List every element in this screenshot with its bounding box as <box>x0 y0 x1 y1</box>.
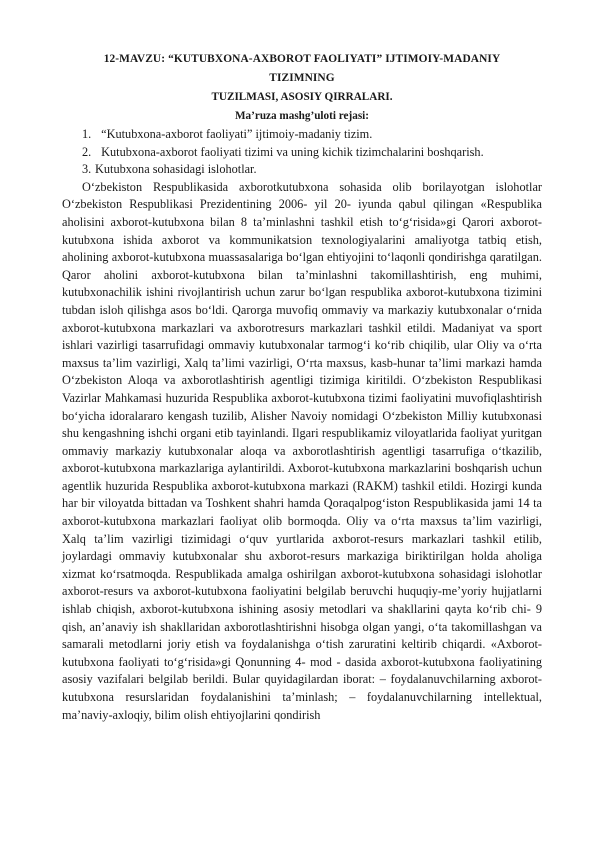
plan-item <box>62 126 542 144</box>
lecture-plan-list <box>62 126 542 179</box>
plan-item-text: “Kutubxona-axborot faoliyati” ijtimoiy-madaniy tizim. <box>101 127 373 141</box>
plan-item <box>62 161 542 179</box>
title-line-1: 12-MAVZU: “KUTUBXONA-AXBOROT FAOLIYATI” IJTIMOIY-MADANIY <box>103 53 501 65</box>
plan-label: Ma’ruza mashg’uloti rejasi: <box>234 110 370 122</box>
plan-item-text: Kutubxona-axborot faoliyati tizimi va uning kichik tizimchalarini boshqarish. <box>101 144 484 159</box>
title-line-2: TIZIMNING <box>269 72 335 84</box>
lecture-subtitle: TUZILMASI, ASOSIY QIRRALARI. <box>211 91 393 103</box>
plan-item-number: 3. <box>82 162 92 177</box>
plan-item-number: 2. <box>82 144 92 159</box>
lecture-title <box>62 50 542 88</box>
plan-item-text: Kutubxona sohasidagi islohotlar. <box>95 162 257 177</box>
plan-item <box>62 144 542 162</box>
body-paragraph: O‘zbekiston Respublikasida axborotkutubxona sohasida olib borilayotgan islohotlar O‘zbekiston Respublikasi Prezidentining 2006- yil 20- iyunda qabul qilingan «Respublika aholisini axborot-kutubxona bilan 8 ta’minlashni tashkil etish to‘g‘risida»gi Qarori axborot-kutubxona ishida axborot va kommunikatsion texnologiyalarini amaliyotga tatbiq etish, aholining axborot-kutubxona muassasalariga bo‘lgan ehtiyojini to‘laqonli qondirishga qaratilgan. Qaror aholini axborot-kutubxona bilan ta’minlashni takomillashtirish, eng muhimi, kutubxonachilik ishini rivojlantirish uchun zarur bo‘lgan respublika axborot-kutubxona tizimini tubdan isloh qilishga asos bo‘ldi. Qarorga muvofiq ommaviy va markaziy kutubxonalar o‘rnida axborot-kutubxona markazlari va axborotresurs markazlari tashkil etildi. Madaniyat va sport ishlari vazirligi tasarrufidagi ommaviy kutubxonalar tarmog‘i ko‘rib chiqilib, ular Oliy va o‘rta maxsus ta’lim vazirligi, Xalq ta’limi vazirligi, O‘rta maxsus, kasb-hunar ta’limi markazi hamda O‘zbekiston Aloqa va axborotlashtirish agentligi tizimiga kiritildi. O‘zbekiston Respublikasi Vazirlar Mahkamasi huzurida Respublika axborot-kutubxona tizimi faoliyatini muvofiqlashtirish bo‘yicha idoralararo kengash tuzilib, Alisher Navoiy nomidagi O‘zbekiston Milliy kutubxonasi shu kengashning ishchi organi etib tayinlandi. Ilgari respublikamiz viloyatlarida faoliyat yuritgan ommaviy markaziy kutubxonalar aloqa va axborotlashtirish agentligi tasarrufiga o‘tkazilib, axborot-kutubxona markazlariga aylantirildi. Axborot-kutubxona markazlarini boshqarish uchun agentlik huzurida Respublika axborot-kutubxona markazi (RAKM) tashkil etildi. Hozirgi kunda har bir viloyatda bittadan va Toshkent shahri hamda Qoraqalpog‘iston Respublikasida jami 14 ta axborot-kutubxona markazlari faoliyat olib bormoqda. Oliy va o‘rta maxsus ta’lim vazirligi, Xalq ta’lim vazirligi tizimidagi o‘quv yurtlarida axborot-resurs markazlari tashkil etilib, joylardagi ommaviy kutubxonalar shu axborot-resurs markaziga biriktirilgan holda aholiga xizmat ko‘rsatmoqda. Respublikada amalga oshirilgan axborot-kutubxona sohasidagi islohotlar axborot-resurs va axborot-kutubxona faoliyatini belgilab beruvchi huquqiy-me’yoriy hujjatlarni ishlab chiqish, axborot-kutubxona ishining asosiy metodlari va shakllarini qayta ko‘rib chi- 9 qish, an’anaviy ish shakllaridan axborotlashtirishni hisobga olgan yangi, o‘ta takomillashgan va samarali metodlarni joriy etish va foydalanishga o‘tish zaruratini keltirib chiqardi. «Axborot-kutubxona faoliyati to‘g‘risida»gi Qonunning 4- mod - dasida axborot-kutubxona faoliyatining asosiy vazifalari belgilab berildi. Bular quyidagilardan iborat: – foydalanuvchilarning axborot-kutubxona resurslaridan foydalanishini ta’minlash; – foydalanuvchilarning intellektual, ma’naviy-axloqiy, bilim olish ehtiyojlarini qondirish <box>62 179 542 722</box>
plan-item-number: 1. <box>82 127 92 141</box>
document-page <box>62 50 542 724</box>
